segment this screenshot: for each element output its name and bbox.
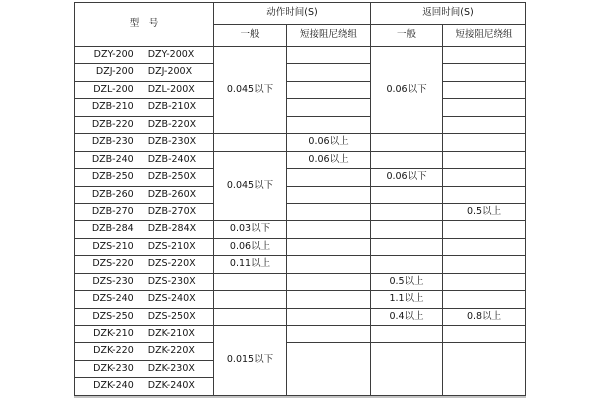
empty-cell <box>287 273 371 290</box>
model-name: DZB-210X <box>147 101 197 113</box>
empty-cell <box>443 186 526 203</box>
empty-cell <box>287 169 371 186</box>
empty-cell <box>287 308 371 325</box>
model-name: DZB-230 <box>91 136 134 148</box>
empty-cell <box>287 343 371 396</box>
table-row <box>75 134 526 151</box>
empty-cell <box>443 81 526 98</box>
model-name: DZB-220 <box>91 118 134 130</box>
empty-cell <box>287 326 371 343</box>
model-name: DZB-260X <box>147 188 197 200</box>
empty-cell <box>371 134 443 151</box>
header-return-time: 返回时间(S) <box>371 3 526 25</box>
table-row <box>75 308 526 325</box>
model-name: DZB-284 <box>91 223 134 235</box>
header-row-1 <box>75 3 526 25</box>
value-cell: 0.5以上 <box>371 273 443 290</box>
header-action-damping: 短接阻尼绕组 <box>287 25 371 47</box>
value-cell: 0.045以下 <box>214 47 287 134</box>
model-name: DZB-210 <box>91 101 134 113</box>
empty-cell <box>443 169 526 186</box>
header-model: 型 号 <box>75 3 214 47</box>
model-cell <box>75 360 214 377</box>
empty-cell <box>371 221 443 238</box>
empty-cell <box>443 47 526 64</box>
table-row <box>75 273 526 290</box>
empty-cell <box>287 64 371 81</box>
empty-cell <box>443 64 526 81</box>
table-row <box>75 116 526 133</box>
empty-cell <box>287 256 371 273</box>
model-name: DZS-210 <box>92 240 134 252</box>
empty-cell <box>443 343 526 396</box>
model-cell <box>75 64 214 81</box>
model-cell <box>75 116 214 133</box>
empty-cell <box>287 81 371 98</box>
model-cell <box>75 99 214 116</box>
table-row <box>75 221 526 238</box>
empty-cell <box>371 256 443 273</box>
model-cell <box>75 134 214 151</box>
model-name: DZK-210 <box>93 328 134 339</box>
model-cell <box>75 221 214 238</box>
model-name: DZJ-200X <box>147 66 193 78</box>
value-cell: 0.4以上 <box>371 308 443 325</box>
value-cell: 0.5以上 <box>443 203 526 220</box>
empty-cell <box>371 151 443 168</box>
empty-cell <box>443 238 526 255</box>
model-name: DZK-240X <box>147 380 195 392</box>
value-cell: 1.1以上 <box>371 291 443 308</box>
empty-cell <box>214 273 287 290</box>
spec-table-container <box>74 2 526 396</box>
model-name: DZJ-200 <box>95 66 134 78</box>
model-cell <box>75 291 214 308</box>
table-row <box>75 64 526 81</box>
empty-cell <box>443 116 526 133</box>
model-cell <box>75 151 214 168</box>
empty-cell <box>443 99 526 116</box>
model-name: DZY-200 <box>93 49 134 60</box>
empty-cell <box>287 221 371 238</box>
header-return-general: 一般 <box>371 25 443 47</box>
model-name: DZB-270 <box>91 205 134 217</box>
value-cell: 0.11以上 <box>214 256 287 273</box>
model-name: DZB-250X <box>147 171 197 183</box>
table-row <box>75 256 526 273</box>
table-row <box>75 186 526 203</box>
table-row <box>75 81 526 98</box>
model-cell <box>75 308 214 325</box>
empty-cell <box>371 186 443 203</box>
table-row <box>75 238 526 255</box>
empty-cell <box>443 326 526 343</box>
model-cell <box>75 273 214 290</box>
table-row <box>75 169 526 186</box>
model-cell <box>75 203 214 220</box>
table-row <box>75 47 526 64</box>
table-row <box>75 326 526 343</box>
empty-cell <box>443 151 526 168</box>
empty-cell <box>287 238 371 255</box>
model-name: DZB-260 <box>91 188 134 200</box>
header-action-general: 一般 <box>214 25 287 47</box>
empty-cell <box>443 221 526 238</box>
value-cell: 0.03以下 <box>214 221 287 238</box>
model-name: DZS-240 <box>92 293 134 305</box>
model-name: DZK-230 <box>93 362 134 374</box>
spec-table-body <box>75 47 526 396</box>
empty-cell <box>371 238 443 255</box>
value-cell: 0.06以上 <box>287 151 371 168</box>
table-row <box>75 291 526 308</box>
header-return-damping: 短接阻尼绕组 <box>443 25 526 47</box>
empty-cell <box>287 186 371 203</box>
table-header <box>75 3 526 47</box>
empty-cell <box>287 203 371 220</box>
model-name: DZS-220X <box>147 258 196 270</box>
model-name: DZB-250 <box>91 171 134 183</box>
model-cell <box>75 47 214 64</box>
model-name: DZS-230X <box>147 275 196 287</box>
table-row <box>75 151 526 168</box>
empty-cell <box>287 47 371 64</box>
relay-spec-table <box>74 2 526 396</box>
model-name: DZB-240 <box>91 153 134 165</box>
empty-cell <box>287 99 371 116</box>
empty-cell <box>287 291 371 308</box>
empty-cell <box>287 116 371 133</box>
model-cell <box>75 378 214 396</box>
model-cell <box>75 238 214 255</box>
model-cell <box>75 343 214 360</box>
model-name: DZK-220X <box>147 345 195 357</box>
table-row <box>75 203 526 220</box>
model-cell <box>75 256 214 273</box>
model-cell <box>75 186 214 203</box>
table-row <box>75 99 526 116</box>
empty-cell <box>443 256 526 273</box>
model-cell <box>75 169 214 186</box>
empty-cell <box>214 291 287 308</box>
table-row <box>75 343 526 360</box>
value-cell: 0.06以上 <box>287 134 371 151</box>
model-name: DZS-230 <box>92 275 134 287</box>
value-cell: 0.015以下 <box>214 326 287 396</box>
empty-cell <box>371 203 443 220</box>
model-name: DZS-250 <box>92 310 134 322</box>
empty-cell <box>443 291 526 308</box>
model-cell <box>75 326 214 343</box>
value-cell: 0.8以上 <box>443 308 526 325</box>
model-name: DZS-210X <box>147 240 196 252</box>
empty-cell <box>371 326 443 343</box>
empty-cell <box>443 134 526 151</box>
model-name: DZB-220X <box>147 118 197 130</box>
model-name: DZS-250X <box>147 310 196 322</box>
model-name: DZY-200X <box>147 49 195 60</box>
model-name: DZB-270X <box>147 205 197 217</box>
empty-cell <box>214 308 287 325</box>
header-action-time: 动作时间(S) <box>214 3 371 25</box>
value-cell: 0.045以下 <box>214 151 287 221</box>
model-name: DZL-200X <box>147 83 195 95</box>
model-name: DZK-220 <box>93 345 134 357</box>
model-name: DZB-230X <box>147 136 197 148</box>
empty-cell <box>214 134 287 151</box>
empty-cell <box>443 273 526 290</box>
value-cell: 0.06以下 <box>371 47 443 134</box>
value-cell: 0.06以下 <box>371 169 443 186</box>
model-name: DZS-220 <box>92 258 134 270</box>
model-name: DZB-240X <box>147 153 197 165</box>
model-name: DZK-210X <box>147 328 195 339</box>
model-name: DZS-240X <box>147 293 196 305</box>
value-cell: 0.06以上 <box>214 238 287 255</box>
model-name: DZK-240 <box>93 380 134 392</box>
empty-cell <box>371 343 443 396</box>
model-name: DZB-284X <box>147 223 197 235</box>
model-cell <box>75 81 214 98</box>
model-name: DZL-200 <box>93 83 134 95</box>
model-name: DZK-230X <box>147 362 195 374</box>
